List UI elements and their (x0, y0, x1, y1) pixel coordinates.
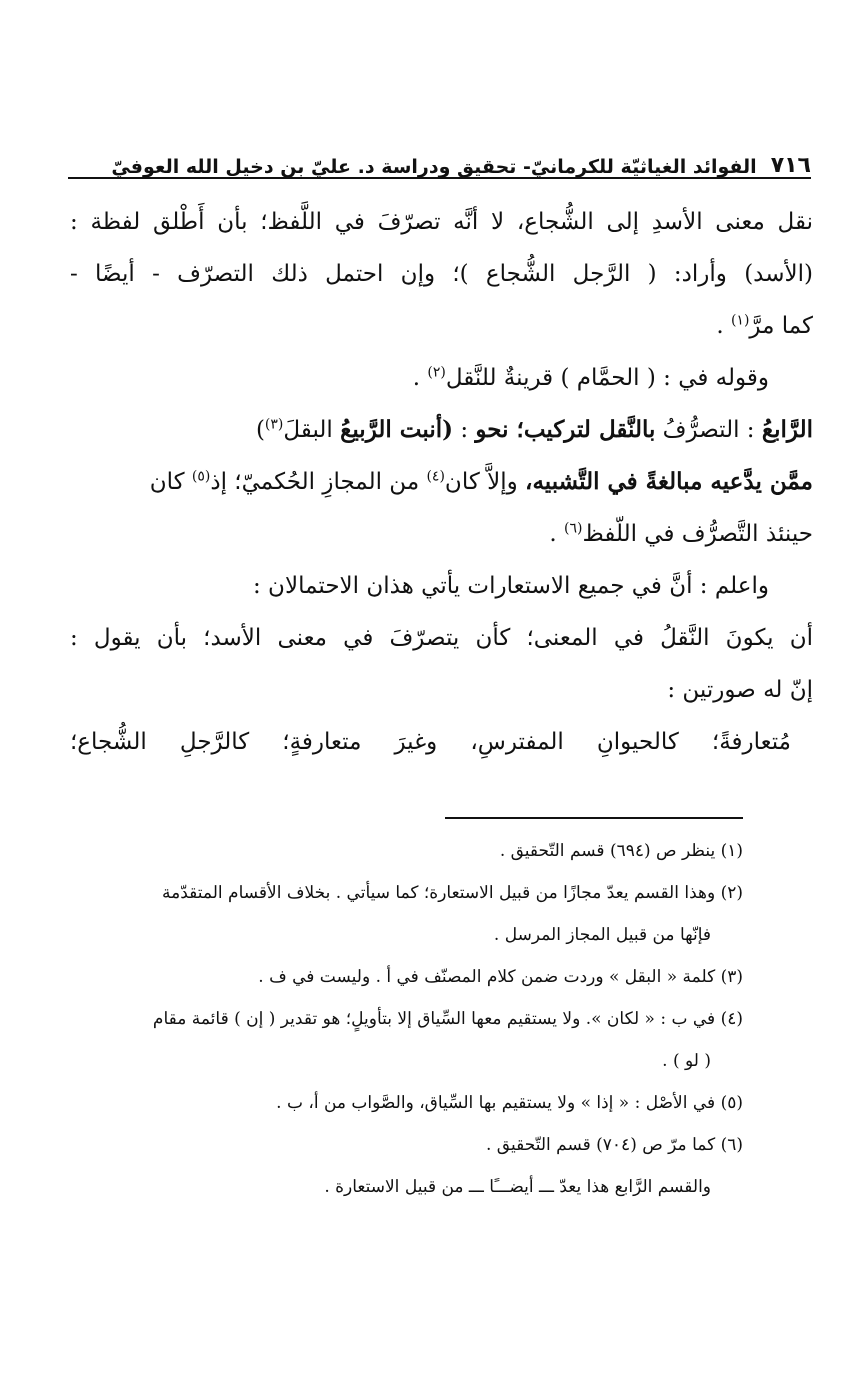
line-6-text-c: كان (149, 469, 185, 495)
text-line-3 (70, 300, 813, 352)
line-6-text-a: وإلاَّ كان (444, 469, 518, 495)
footnote-2-continued: فإنّها من قبيل المجاز المرسل . (493, 925, 711, 945)
footnote-6: (٦) كما مرّ ص (٧٠٤) قسم التّحقيق . (486, 1135, 743, 1155)
header-rule (68, 177, 811, 179)
footnote-ref-6[interactable]: (٦) (564, 520, 583, 537)
text-line-2 (70, 248, 813, 300)
page-number: ٧١٦ (770, 153, 811, 178)
line-9-text: أن يكونَ النَّقلُ في المعنى؛ كأن يتصرّفَ في معنى الأسد؛ بأن يقول : (70, 625, 813, 651)
line-4-text: وقوله في : ( الحمَّام ) قرينةٌ للنَّقل (445, 365, 769, 391)
line-2-text: (الأسد) وأراد: ( الرَّجل الشُّجاع )؛ وإن احتمل ذلك التصرّف - أيضًا - (70, 261, 813, 287)
footnote-ref-4[interactable]: (٤) (426, 468, 445, 485)
footnote-2: (٢) وهذا القسم يعدّ مجازًا من قبيل الاستعارة؛ كما سيأتي . بخلاف الأقسام المتقدّمة (162, 883, 743, 903)
text-line-1 (70, 196, 813, 248)
line-6-text-b: من المجازِ الحُكميّ؛ إذ (210, 469, 420, 495)
running-header (68, 138, 811, 178)
footnote-4: (٤) في ب : « لكان ». ولا يستقيم معها السِّياق إلا بتأويلٍ؛ هو تقدير ( إن ) قائمة مقام (152, 1009, 743, 1029)
line-3-end: . (716, 313, 724, 339)
footnote-ref-2[interactable]: (٢) (427, 364, 446, 381)
line-5-end: ) (255, 417, 265, 443)
footnote-3: (٣) كلمة « البقل » وردت ضمن كلام المصنّف في أ . وليست في ف . (258, 967, 743, 987)
footnote-1: (١) ينظر ص (٦٩٤) قسم التّحقيق . (499, 841, 743, 861)
line-11-text: مُتعارفةً؛ كالحيوانِ المفترسِ، وغيرَ متعارفةٍ؛ كالرَّجلِ الشُّجاع؛ (70, 729, 791, 755)
text-line-9 (70, 612, 813, 664)
line-5-bold-b: بالنَّقل لتركيب؛ نحو (475, 416, 656, 443)
text-line-5 (70, 404, 813, 456)
footnote-ref-3[interactable]: (٣) (264, 416, 284, 433)
header-title: الفوائد الغياثيّة للكرمانيّ- تحقيق ودراسة د. عليّ بن دخيل الله العوفيّ (111, 156, 757, 178)
line-6-bold: ممَّن يدَّعيه مبالغةً في التَّشبيه، (525, 468, 813, 495)
section-heading-fourth: الرَّابعُ (761, 416, 813, 443)
text-line-11 (70, 716, 813, 768)
text-line-6 (70, 456, 813, 508)
line-5-text-a: : التصرُّفُ (662, 417, 755, 443)
footnote-ref-1[interactable]: (١) (730, 312, 750, 329)
line-5-text-c: البقلَ (283, 417, 333, 443)
footnote-separator (445, 817, 743, 819)
text-line-4 (70, 352, 813, 404)
line-10-text: إنّ له صورتين : (667, 677, 813, 703)
line-3-text: كما مرَّ (749, 313, 813, 339)
footnote-ref-5[interactable]: (٥) (191, 468, 211, 485)
line-5-bold-c: (أنبت الرَّبيعُ (340, 416, 453, 443)
line-7-text: حينئذ التَّصرُّف في اللّفظ (582, 521, 813, 547)
main-text (70, 196, 813, 768)
line-4-end: . (412, 365, 421, 391)
footnotes (70, 830, 743, 1208)
text-line-7 (70, 508, 813, 560)
line-1-text: نقل معنى الأسدِ إلى الشُّجاع، لا أنَّه تصرّفَ في اللَّفظ؛ بأن أَطْلق لفظة : (70, 209, 813, 235)
line-8-text: واعلم : أنَّ في جميع الاستعارات يأتي هذان الاحتمالان : (253, 573, 769, 599)
line-5-text-b: : (460, 417, 469, 443)
line-7-end: . (549, 521, 557, 547)
footnote-4-continued: ( لو ) . (662, 1051, 711, 1071)
text-line-8 (70, 560, 813, 612)
footnote-6-continued: والقسم الرَّابع هذا يعدّ ـــ أيضـــًا ـــ من قبيل الاستعارة . (324, 1177, 711, 1197)
footnote-5: (٥) في الأصْل : « إذا » ولا يستقيم بها السِّياق، والصَّواب من أ، ب . (276, 1093, 743, 1113)
text-line-10 (70, 664, 813, 716)
